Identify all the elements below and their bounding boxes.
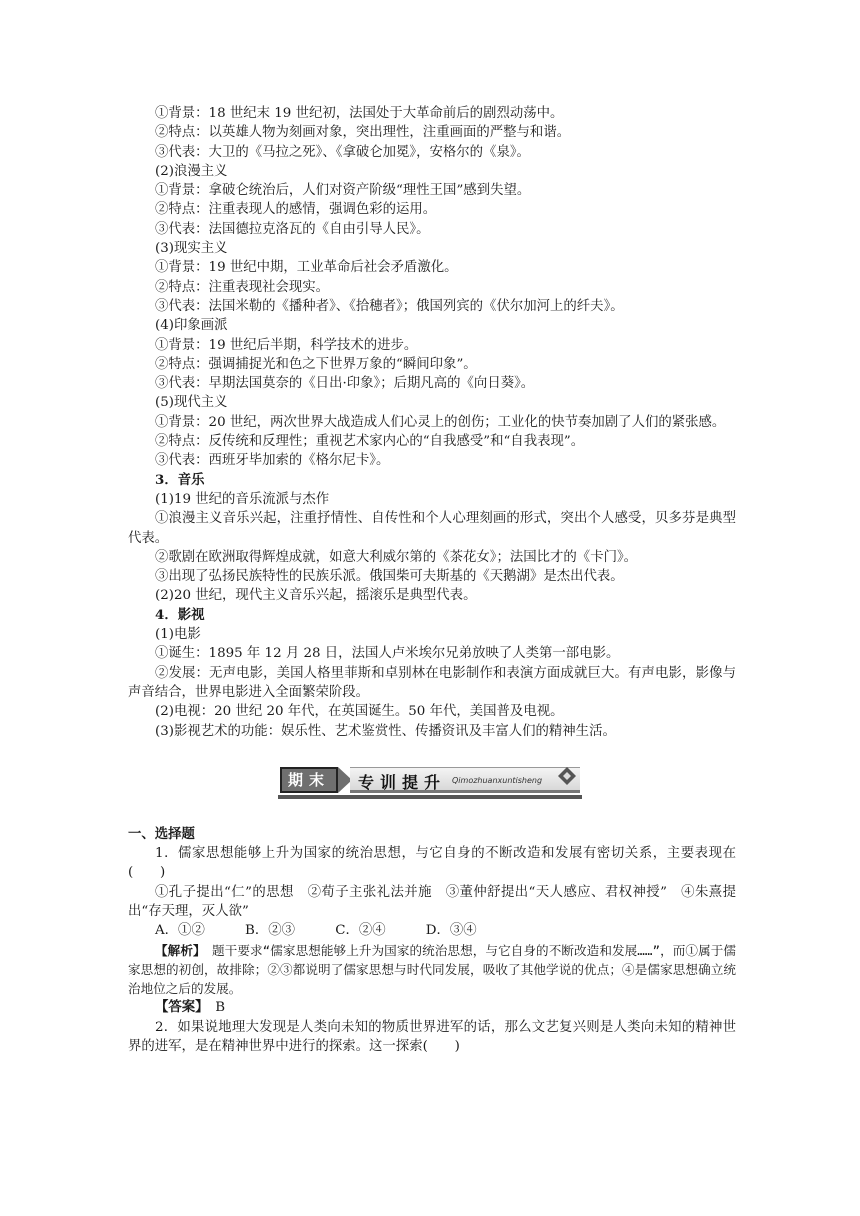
section-heading: 3．音乐 [155, 471, 205, 488]
text-line: ①诞生：1895 年 12 月 28 日，法国人卢米埃尔兄弟放映了人类第一部电影。 [155, 646, 620, 662]
text-line: ②特点：以英雄人物为刻画对象，突出理性，注重画面的严整与和谐。 [155, 125, 571, 141]
banner-underline [278, 795, 582, 799]
explanation-label: 【解析】 [155, 942, 200, 958]
banner-title: 专训提升 [358, 772, 447, 792]
text-line: ③代表：法国德拉克洛瓦的《自由引导人民》。 [155, 221, 430, 237]
text-line: ③代表：早期法国莫奈的《日出·印象》；后期凡高的《向日葵》。 [155, 376, 535, 392]
answer-value: B [215, 1000, 226, 1016]
exercise-section [128, 825, 736, 1057]
section-heading: 一、选择题 [128, 825, 195, 842]
text-line: ②特点：反传统和反理性；重视艺术家内心的“自我感受”和“自我表现”。 [155, 434, 585, 450]
text-line: ③代表：西班牙毕加索的《格尔尼卡》。 [155, 453, 390, 469]
question-options: ①孔子提出“仁”的思想 ②荀子主张礼法并施 ③董仲舒提出“天人感应、君权神授” ④朱熹提出“存天理，灭人欲” [128, 884, 736, 919]
subheading: (1)19 世纪的音乐流派与杰作 [155, 491, 330, 507]
question-choices: A．①② B．②③ C．②④ D．③④ [155, 923, 477, 939]
text-line: ③出现了弘扬民族特性的民族乐派。俄国柴可夫斯基的《天鹅湖》是杰出代表。 [155, 569, 624, 585]
text-line: ②特点：注重表现人的感情，强调色彩的运用。 [155, 202, 437, 218]
paragraph: ②发展：无声电影，美国人格里菲斯和卓别林在电影制作和表演方面成就巨大。有声电影，影像与声音结合，世界电影进入全面繁荣阶段。 [128, 665, 736, 700]
explanation-text: 题干要求“儒家思想能够上升为国家的统治思想，与它自身的不断改造和发展……”，而①属于儒家思想的初创，故排除；②③都说明了儒家思想与时代同发展，吸收了其他学说的优点；④是儒家思想确立统治地位之后的发展。 [128, 942, 736, 997]
text-line: ①背景：19 世纪中期，工业革命后社会矛盾激化。 [155, 260, 458, 276]
text-line: ②特点：注重表现社会现实。 [155, 279, 330, 295]
banner-left-label: 期末 [280, 767, 338, 793]
section-heading: 4．影视 [155, 606, 205, 623]
explanation [128, 941, 736, 999]
text-line: (2)电视：20 世纪 20 年代，在英国诞生。50 年代，美国普及电视。 [155, 704, 564, 720]
text-line: (2)20 世纪，现代主义音乐兴起，摇滚乐是典型代表。 [155, 588, 477, 604]
text-line: ③代表：大卫的《马拉之死》、《拿破仑加冕》，安格尔的《泉》。 [155, 144, 530, 160]
answer-label: 【答案】 [155, 999, 202, 1016]
subheading: (4)印象画派 [155, 318, 228, 334]
text-line: ③代表：法国米勒的《播种者》、《拾穗者》；俄国列宾的《伏尔加河上的纤夫》。 [155, 298, 624, 314]
text-line: ②特点：强调捕捉光和色之下世界万象的“瞬间印象”。 [155, 356, 477, 372]
question-stem: 2．如果说地理大发现是人类向未知的物质世界进军的话，那么文艺复兴则是人类向未知的精神世界的进军，是在精神世界中进行的探索。这一探索( ) [128, 1019, 736, 1055]
subheading: (3)现实主义 [155, 241, 228, 257]
film-section [128, 606, 736, 741]
answer [128, 998, 736, 1017]
banner-subtitle: Qimozhuanxuntisheng [452, 775, 543, 785]
question-stem: 1．儒家思想能够上升为国家的统治思想，与它自身的不断改造和发展有密切关系，主要表现在( ) [128, 846, 736, 881]
text-line: ①背景：19 世纪后半期，科学技术的进步。 [155, 337, 418, 353]
document-page [128, 104, 736, 1056]
section-banner [128, 757, 736, 815]
paragraph: ①背景：20 世纪，两次世界大战造成人们心灵上的创伤；工业化的快节奏加剧了人们的紧张感。 [155, 414, 726, 430]
text-line: ①背景：拿破仑统治后，人们对资产阶级“理性王国”感到失望。 [155, 183, 531, 199]
diamond-logo-icon [556, 765, 578, 787]
music-section [128, 471, 736, 606]
text-line: (3)影视艺术的功能：娱乐性、艺术鉴赏性、传播资讯及丰富人们的精神生活。 [155, 723, 616, 739]
text-line: ①背景：18 世纪末 19 世纪初，法国处于大革命前后的剧烈动荡中。 [155, 106, 564, 121]
art-section [128, 104, 736, 471]
subheading: (2)浪漫主义 [155, 163, 228, 179]
subheading: (5)现代主义 [155, 395, 228, 411]
subheading: (1)电影 [155, 627, 201, 643]
paragraph: ①浪漫主义音乐兴起，注重抒情性、自传性和个人心理刻画的形式，突出个人感受，贝多芬是典型代表。 [128, 511, 736, 546]
text-line: ②歌剧在欧洲取得辉煌成就，如意大利威尔第的《茶花女》；法国比才的《卡门》。 [155, 549, 638, 565]
